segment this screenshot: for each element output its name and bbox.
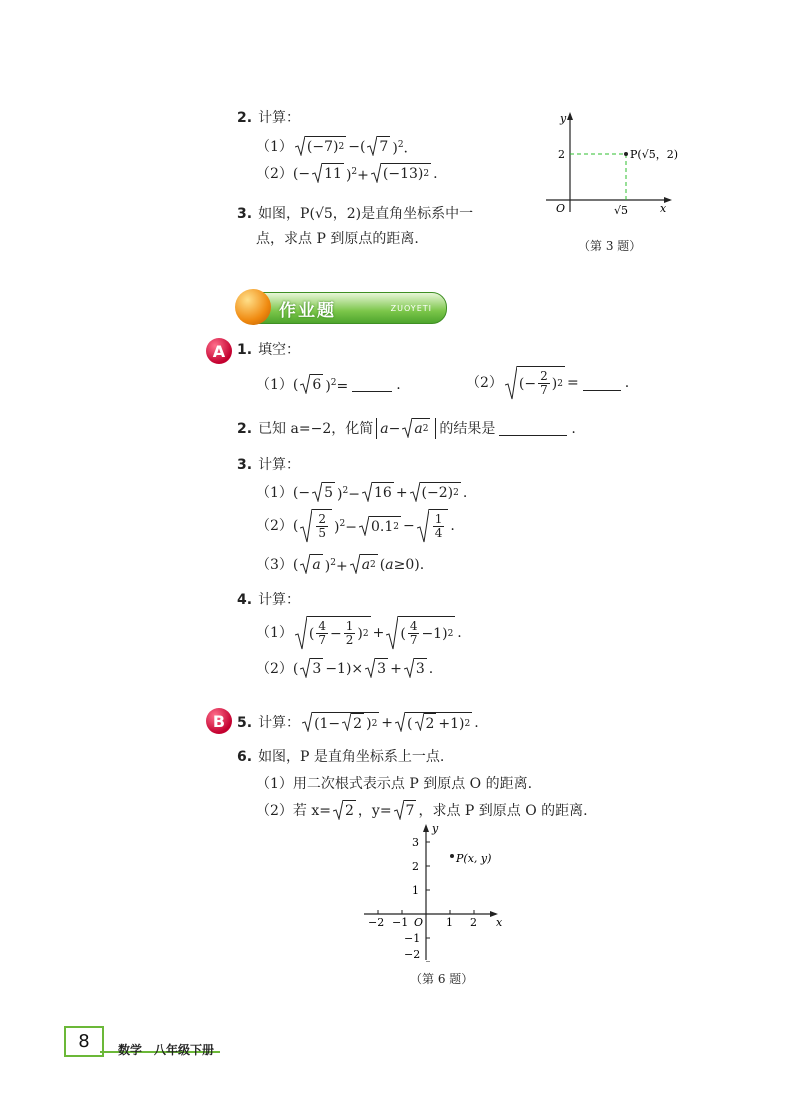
- radical: (−13) 2: [371, 163, 431, 184]
- fig6-x-tick: −2: [368, 916, 385, 929]
- radical: 6: [300, 374, 323, 395]
- item-label: （2）: [256, 165, 293, 182]
- answer-blank[interactable]: [352, 377, 392, 392]
- question-number: 2.: [237, 110, 253, 126]
- item-label: （1）: [256, 625, 293, 641]
- question-title: 计算：: [258, 457, 301, 473]
- radical: 3: [300, 658, 323, 679]
- b-q5: 5. 计算： (1− 2 ) 2 + ( 2 +1) 2 .: [237, 712, 479, 734]
- item-text: （2）若 x=: [256, 802, 331, 819]
- fig6-y-tick: −1: [404, 932, 421, 945]
- question-number: 5.: [237, 715, 253, 731]
- question-number: 6.: [237, 749, 253, 765]
- level-a-badge: A: [206, 338, 232, 364]
- a-q1-heading: [237, 340, 300, 360]
- a-q3-item1: （1） (− 5 )$^2$− 16 + (−2) 2 .: [256, 481, 467, 505]
- question-number: 3.: [237, 206, 253, 222]
- question-number: 4.: [237, 592, 253, 608]
- radical: 11: [312, 163, 344, 184]
- question-text: 的结果是: [439, 420, 496, 437]
- fig6-y-tick: 3: [412, 836, 419, 849]
- level-b-badge: B: [206, 708, 232, 734]
- item-label: （3）: [256, 556, 293, 573]
- radical: a 2: [350, 554, 378, 575]
- banner-title: 作业题: [279, 301, 336, 321]
- top-q2-heading: [237, 108, 300, 128]
- book-title: 数学 八年级下册: [118, 1043, 215, 1057]
- item-label: （2）: [256, 518, 293, 534]
- radical: 16: [362, 482, 394, 503]
- a-q3-item2: （2） ( $\frac{2}{5}$ )$^2$− 0.1 2 − $\frac{1}{4}$ .: [256, 508, 455, 544]
- figure-3-coordinate-plot: [540, 112, 700, 222]
- fig3-x-label: x: [660, 202, 667, 215]
- answer-blank[interactable]: [499, 421, 567, 436]
- point-p: [624, 152, 628, 156]
- a-q1-item2: （2） (− $\frac{2}{7}$ ) 2 = .: [466, 366, 629, 400]
- item-text: ，y=: [357, 802, 392, 819]
- question-text: 已知 a=−2，化简: [258, 420, 374, 437]
- b-q6-item1: [256, 774, 532, 794]
- item-label: （2）: [256, 660, 293, 677]
- radical: 3: [365, 658, 388, 679]
- banner-subtitle: ZUOYETI: [390, 304, 432, 313]
- fig3-y-label: y: [560, 112, 567, 125]
- fig6-origin: O: [414, 916, 424, 929]
- top-q2-item1: （1） (−7) 2 −( 7 )$^2$.: [256, 135, 408, 159]
- homework-banner: [238, 292, 447, 324]
- question-number: 1.: [237, 342, 253, 358]
- top-q3-line2: [256, 229, 419, 249]
- item-label: （1）: [256, 376, 293, 393]
- question-title: 计算：: [258, 110, 301, 126]
- question-title: 填空：: [258, 342, 301, 358]
- answer-blank[interactable]: [583, 376, 621, 391]
- question-title: 计算：: [258, 592, 301, 608]
- top-q3-line1: [237, 204, 473, 224]
- a-q4-item2: （2） ( 3 −1)× 3 + 3 .: [256, 658, 433, 679]
- radical: ( 2 +1) 2: [395, 712, 472, 734]
- radical: a 2: [402, 418, 430, 439]
- radical: 7: [367, 136, 390, 157]
- fig6-x-label: x: [496, 916, 503, 929]
- radical: 5: [312, 482, 335, 503]
- item-text: （1）用二次根式表示点 P 到原点 O 的距离.: [256, 776, 533, 792]
- fig6-x-tick: 2: [470, 916, 477, 929]
- question-text: 如图，P 是直角坐标系上一点.: [258, 749, 445, 765]
- item-label: （1）: [256, 138, 293, 155]
- page-number: 8: [64, 1026, 104, 1057]
- b-q6-heading: [237, 747, 444, 767]
- figure-3-caption: （第 3 题）: [578, 239, 642, 253]
- radical: (−2) 2: [410, 482, 461, 503]
- radical: ( $\frac{4}{7}$ −1) 2: [386, 616, 455, 650]
- orange-ball-icon: [235, 289, 271, 325]
- radical: $\frac{2}{5}$: [300, 509, 332, 543]
- fig3-origin: O: [556, 202, 566, 215]
- a-q4-item1: （1） ( $\frac{4}{7}$ − $\frac{1}{2}$ ) 2 + ( $\frac{4}{7}$ −1) 2 .: [256, 615, 462, 651]
- question-text: 点，求点 P 到原点的距离.: [256, 231, 419, 247]
- item-label: （1）: [256, 484, 293, 501]
- b-q6-item2: [256, 800, 588, 821]
- radical: a: [300, 554, 322, 575]
- point-p: [450, 854, 454, 858]
- a-q2: 2. 已知 a=−2，化简 a − a 2 的结果是 .: [237, 418, 576, 439]
- fig6-point-label: P(x, y): [456, 852, 492, 865]
- figure-6-caption: （第 6 题）: [410, 972, 474, 986]
- radical: ( $\frac{4}{7}$ − $\frac{1}{2}$ ) 2: [295, 616, 371, 650]
- question-title: 计算：: [258, 715, 301, 731]
- a-q3-item3: （3） ( a )$^2$+ a 2 (a≥0).: [256, 553, 424, 577]
- question-number: 2.: [237, 420, 253, 437]
- top-q2-item2: （2） (− 11 )$^2$+ (−13) 2 .: [256, 162, 438, 186]
- fig3-point-label: P(√5，2): [630, 148, 678, 161]
- a-q4-heading: [237, 590, 300, 610]
- fig6-y-label: y: [432, 822, 439, 835]
- radical: (1− 2 ) 2: [302, 712, 379, 734]
- radical: $\frac{1}{4}$: [417, 509, 449, 543]
- a-q3-heading: [237, 455, 300, 475]
- radical: 2: [333, 800, 356, 821]
- fig6-y-tick: −2: [404, 948, 421, 961]
- radical: 3: [404, 658, 427, 679]
- radical: (− $\frac{2}{7}$ ) 2: [505, 366, 565, 400]
- item-label: （2）: [466, 375, 503, 391]
- radical: (−7) 2: [295, 136, 346, 157]
- question-text: 如图，P(√5，2)是直角坐标系中一: [258, 206, 474, 222]
- fig6-y-tick: 2: [412, 860, 419, 873]
- a-q1-item1: （1） ( 6 )$^2$= .: [256, 373, 401, 397]
- radical: 7: [394, 800, 417, 821]
- fig3-y-tick: 2: [558, 148, 565, 161]
- radical: 0.1 2: [359, 516, 401, 537]
- fig6-y-tick: 1: [412, 884, 419, 897]
- fig6-x-tick: 1: [446, 916, 453, 929]
- fig3-x-tick: √5: [614, 204, 629, 217]
- fig6-x-tick: −1: [392, 916, 409, 929]
- question-number: 3.: [237, 457, 253, 473]
- figure-6-coordinate-plot: [360, 822, 520, 962]
- item-text: ，求点 P 到原点 O 的距离.: [418, 802, 588, 819]
